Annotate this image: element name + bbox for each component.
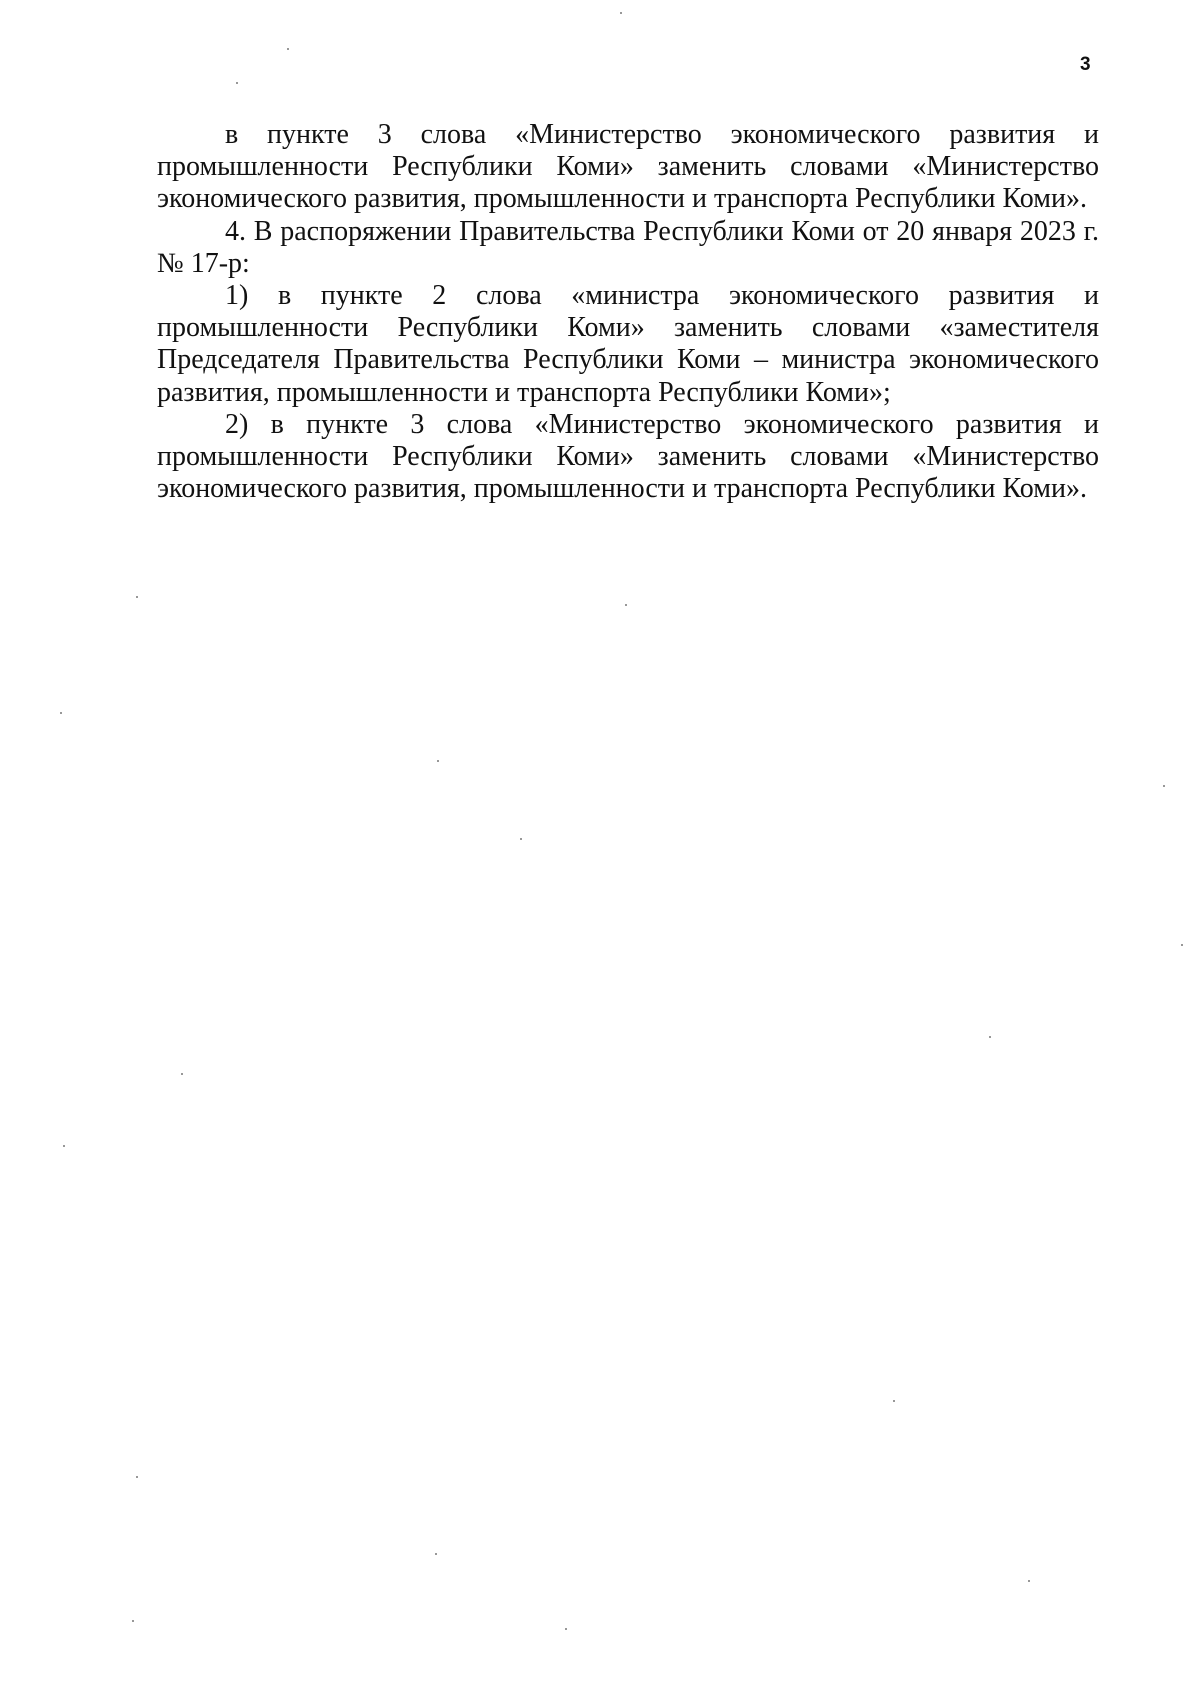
scan-speck <box>181 1073 183 1075</box>
scan-speck <box>63 1145 65 1147</box>
page-number: 3 <box>1080 54 1091 75</box>
paragraph-subitem-1: 1) в пункте 2 слова «министра экономического развития и промышленности Республики Коми» заменить словами «заместителя Председателя Правительства Республики Коми – министра экономического развития, промышленности и транспорта Республики Коми»; <box>157 280 1099 408</box>
scan-speck <box>136 1476 138 1478</box>
scan-speck <box>287 48 289 50</box>
scan-speck <box>60 712 62 714</box>
scan-speck <box>565 1628 567 1630</box>
paragraph-item-3-amendment: в пункте 3 слова «Министерство экономического развития и промышленности Республики Коми» заменить словами «Министерство экономического развития, промышленности и транспорта Республики Коми». <box>157 119 1099 215</box>
scan-speck <box>520 838 522 840</box>
scan-speck <box>236 82 238 84</box>
document-body <box>157 119 1099 505</box>
paragraph-subitem-2: 2) в пункте 3 слова «Министерство экономического развития и промышленности Республики Коми» заменить словами «Министерство экономического развития, промышленности и транспорта Республики Коми». <box>157 408 1099 505</box>
scan-speck <box>437 760 439 762</box>
scan-speck <box>132 1620 134 1622</box>
scan-speck <box>136 596 138 598</box>
paragraph-section-4-heading: 4. В распоряжении Правительства Республики Коми от 20 января 2023 г. № 17-р: <box>157 215 1099 279</box>
scan-speck <box>893 1400 895 1402</box>
scan-speck <box>1028 1580 1030 1582</box>
scan-speck <box>620 12 622 14</box>
scan-speck <box>989 1036 991 1038</box>
scan-speck <box>1163 785 1165 787</box>
scan-speck <box>1181 944 1183 946</box>
scan-speck <box>435 1553 437 1555</box>
scan-speck <box>625 604 627 606</box>
